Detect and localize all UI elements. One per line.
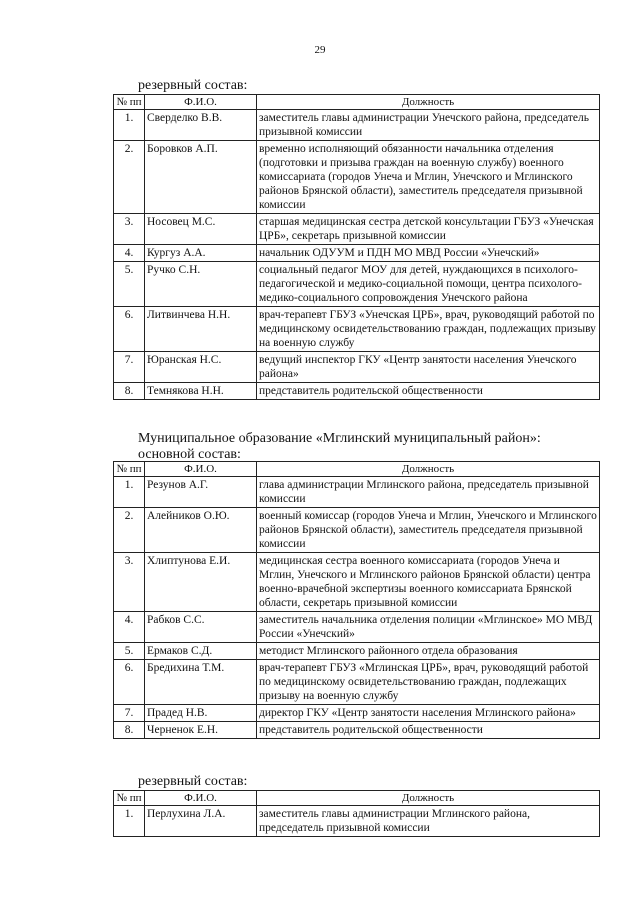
row-name: Боровков А.П. <box>145 141 257 214</box>
row-position: глава администрации Мглинского района, председатель призывной комиссии <box>257 477 600 508</box>
header-position: Должность <box>257 791 600 806</box>
row-num: 2. <box>114 508 145 553</box>
header-position: Должность <box>257 462 600 477</box>
header-name: Ф.И.О. <box>145 791 257 806</box>
row-position: заместитель главы администрации Мглинского района, председатель призывной комиссии <box>257 806 600 837</box>
row-position: начальник ОДУУМ и ПДН МО МВД России «Унечский» <box>257 245 600 262</box>
table-row <box>114 612 600 643</box>
table-row <box>114 660 600 705</box>
table-row <box>114 477 600 508</box>
table-row <box>114 307 600 352</box>
row-position: временно исполняющий обязанности начальника отделения (подготовки и призыва граждан на военную службу) военного комиссариата (городов Унеча и Мглин, Унечского и Мглинского районов Брянской области), заместитель председателя призывной комиссии <box>257 141 600 214</box>
section-caption: резервный состав: <box>138 78 248 93</box>
commission-table <box>113 790 600 837</box>
row-num: 8. <box>114 383 145 400</box>
table-header-row <box>114 95 600 110</box>
row-name: Темнякова Н.Н. <box>145 383 257 400</box>
row-position: старшая медицинская сестра детской консультации ГБУЗ «Унечская ЦРБ», секретарь призывной комиссии <box>257 214 600 245</box>
row-num: 8. <box>114 722 145 739</box>
row-position: социальный педагог МОУ для детей, нуждающихся в психолого-педагогической и медико-социальной помощи, центра психолого-медико-социального сопровождения Унечского района <box>257 262 600 307</box>
table-row <box>114 245 600 262</box>
row-num: 6. <box>114 307 145 352</box>
header-num: № пп <box>114 462 145 477</box>
row-name: Кургуз А.А. <box>145 245 257 262</box>
row-name: Хлиптунова Е.И. <box>145 553 257 612</box>
row-name: Ручко С.Н. <box>145 262 257 307</box>
row-name: Перлухина Л.А. <box>145 806 257 837</box>
row-name: Рабков С.С. <box>145 612 257 643</box>
row-name: Резунов А.Г. <box>145 477 257 508</box>
row-position: заместитель начальника отделения полиции «Мглинское» МО МВД России «Унечский» <box>257 612 600 643</box>
table-row <box>114 806 600 837</box>
commission-table <box>113 461 600 739</box>
row-name: Юранская Н.С. <box>145 352 257 383</box>
section-caption: резервный состав: <box>138 774 248 789</box>
row-num: 5. <box>114 643 145 660</box>
header-position: Должность <box>257 95 600 110</box>
row-position: врач-терапевт ГБУЗ «Мглинская ЦРБ», врач, руководящий работой по медицинскому освидетельствованию граждан, подлежащих призыву на военную службу <box>257 660 600 705</box>
table-row <box>114 508 600 553</box>
row-name: Бредихина Т.М. <box>145 660 257 705</box>
row-num: 7. <box>114 705 145 722</box>
row-num: 1. <box>114 477 145 508</box>
row-num: 6. <box>114 660 145 705</box>
row-position: директор ГКУ «Центр занятости населения Мглинского района» <box>257 705 600 722</box>
table-row <box>114 722 600 739</box>
row-position: военный комиссар (городов Унеча и Мглин, Унечского и Мглинского районов Брянской области), заместитель председателя призывной комиссии <box>257 508 600 553</box>
header-name: Ф.И.О. <box>145 95 257 110</box>
table-row <box>114 110 600 141</box>
row-num: 1. <box>114 110 145 141</box>
table-row <box>114 352 600 383</box>
header-num: № пп <box>114 95 145 110</box>
row-name: Сверделко В.В. <box>145 110 257 141</box>
page-number: 29 <box>314 44 326 56</box>
table-row <box>114 383 600 400</box>
row-name: Прадед Н.В. <box>145 705 257 722</box>
district-heading: Муниципальное образование «Мглинский муниципальный район»: <box>138 431 541 446</box>
row-num: 4. <box>114 612 145 643</box>
row-name: Алейников О.Ю. <box>145 508 257 553</box>
row-position: представитель родительской общественности <box>257 722 600 739</box>
table-row <box>114 141 600 214</box>
row-num: 5. <box>114 262 145 307</box>
row-position: врач-терапевт ГБУЗ «Унечская ЦРБ», врач, руководящий работой по медицинскому освидетельствованию граждан, подлежащих призыву на военную службу <box>257 307 600 352</box>
row-num: 1. <box>114 806 145 837</box>
section-caption: основной состав: <box>138 447 241 462</box>
row-position: заместитель главы администрации Унечского района, председатель призывной комиссии <box>257 110 600 141</box>
row-num: 3. <box>114 214 145 245</box>
row-name: Носовец М.С. <box>145 214 257 245</box>
row-position: медицинская сестра военного комиссариата (городов Унеча и Мглин, Унечского и Мглинского районов Брянской области) центра военно-врачебной экспертизы военного комиссариата Брянской области, секретарь призывной комиссии <box>257 553 600 612</box>
row-name: Черненок Е.Н. <box>145 722 257 739</box>
row-position: представитель родительской общественности <box>257 383 600 400</box>
row-name: Литвинчева Н.Н. <box>145 307 257 352</box>
row-num: 7. <box>114 352 145 383</box>
row-position: ведущий инспектор ГКУ «Центр занятости населения Унечского района» <box>257 352 600 383</box>
row-name: Ермаков С.Д. <box>145 643 257 660</box>
row-position: методист Мглинского районного отдела образования <box>257 643 600 660</box>
header-name: Ф.И.О. <box>145 462 257 477</box>
table-row <box>114 214 600 245</box>
table-header-row <box>114 791 600 806</box>
row-num: 3. <box>114 553 145 612</box>
table-row <box>114 643 600 660</box>
table-row <box>114 553 600 612</box>
table-header-row <box>114 462 600 477</box>
table-row <box>114 705 600 722</box>
row-num: 2. <box>114 141 145 214</box>
commission-table <box>113 94 600 400</box>
row-num: 4. <box>114 245 145 262</box>
header-num: № пп <box>114 791 145 806</box>
table-row <box>114 262 600 307</box>
